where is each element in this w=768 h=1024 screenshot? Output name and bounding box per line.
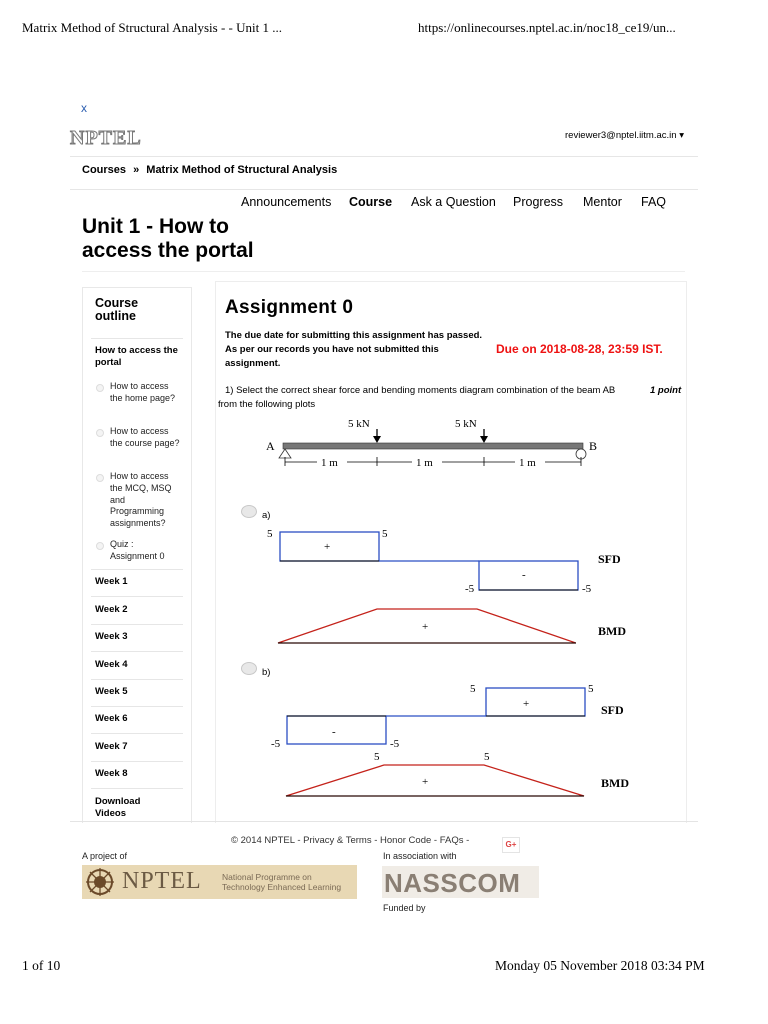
bullet-icon	[96, 474, 104, 482]
nptel-emblem-icon	[85, 867, 117, 897]
sidebar-item-week-7[interactable]: Week 7	[95, 741, 128, 752]
sfd-value: -5	[465, 583, 475, 595]
sidebar-divider	[91, 679, 183, 680]
breadcrumb-course[interactable]: Matrix Method of Structural Analysis	[146, 164, 338, 176]
faqs-link[interactable]: FAQs	[439, 835, 464, 846]
pin-support-icon	[279, 449, 291, 458]
breadcrumb-courses[interactable]: Courses	[82, 164, 127, 176]
sfd-negative-block	[479, 561, 578, 590]
support-b-label: B	[589, 439, 598, 453]
bullet-icon	[96, 384, 104, 392]
sfd-positive-block	[486, 688, 585, 716]
option-b-bmd	[284, 760, 589, 800]
user-menu[interactable]	[565, 130, 684, 141]
nasscom-banner[interactable]	[382, 866, 539, 898]
breadcrumb-divider	[70, 189, 698, 190]
sidebar-item-week-8[interactable]: Week 8	[95, 768, 128, 779]
question-text-cont: from the following plots	[218, 399, 316, 410]
sfd-negative-block	[287, 716, 386, 744]
nav-ask-question[interactable]: Ask a Question	[411, 195, 496, 209]
sfd-value: 5	[470, 683, 476, 695]
sfd-sign: -	[522, 569, 526, 581]
option-a-label: a)	[262, 510, 271, 521]
sidebar-heading: Course outline	[95, 296, 139, 323]
funded-by-label: Funded by	[383, 903, 426, 913]
nptel-tagline-line-1: National Programme on	[222, 872, 312, 882]
copyright-text: © 2014 NPTEL -	[231, 835, 304, 846]
beam-ab	[283, 443, 583, 449]
assignment-panel	[215, 281, 687, 823]
bmd-title: BMD	[598, 624, 626, 638]
sidebar-divider	[91, 596, 183, 597]
print-page-number: 1 of 10	[22, 958, 61, 973]
title-divider	[82, 271, 685, 272]
sidebar-item-week-5[interactable]: Week 5	[95, 686, 128, 697]
privacy-link[interactable]: Privacy & Terms	[303, 835, 372, 846]
chevron-down-icon: ▾	[679, 130, 684, 141]
bmd-title: BMD	[601, 776, 629, 790]
sidebar-divider	[91, 651, 183, 652]
footer-separator: -	[431, 835, 440, 846]
bmd-sign: +	[422, 621, 429, 633]
beam-figure	[261, 412, 601, 474]
nav-faq[interactable]: FAQ	[641, 195, 667, 209]
sidebar-item-week-1[interactable]: Week 1	[95, 576, 128, 587]
sfd-value: 5	[588, 683, 594, 695]
question-points: 1 point	[650, 385, 682, 396]
sidebar-item-week-2[interactable]: Week 2	[95, 604, 128, 615]
nptel-banner-name: NPTEL	[122, 868, 202, 894]
nptel-tagline-line-2: Technology Enhanced Learning	[222, 882, 342, 892]
footer-divider	[70, 821, 698, 822]
footer-links	[231, 835, 469, 846]
sfd-value: -5	[390, 738, 400, 750]
question-text: 1) Select the correct shear force and bending moments diagram combination of the beam AB	[225, 385, 616, 396]
bmd-sign: +	[422, 776, 429, 788]
load-left-label: 5 kN	[348, 418, 370, 430]
assignment-title: Assignment 0	[225, 297, 354, 318]
sfd-sign: -	[332, 726, 336, 738]
option-a-radio[interactable]	[241, 505, 257, 518]
arrow-down-icon	[373, 436, 381, 443]
bullet-icon	[96, 542, 104, 550]
sidebar-divider	[91, 569, 183, 570]
header-divider	[70, 156, 698, 157]
option-b-sfd	[271, 680, 641, 750]
sidebar-divider	[91, 338, 183, 339]
bmd-trapezoid	[286, 765, 584, 796]
span-1-label: 1 m	[321, 457, 338, 469]
sfd-value: 5	[382, 528, 388, 540]
load-right-label: 5 kN	[455, 418, 477, 430]
sidebar-item-how-to-access[interactable]: How to access the portal	[95, 345, 178, 368]
footer-separator: -	[371, 835, 381, 846]
user-email: reviewer3@nptel.iitm.ac.in	[565, 130, 677, 141]
sidebar-divider	[91, 733, 183, 734]
option-b-label: b)	[262, 667, 271, 678]
arrow-down-icon	[480, 436, 488, 443]
sidebar-divider	[91, 624, 183, 625]
nasscom-logo: NASSCOM	[384, 868, 521, 898]
sfd-value: 5	[267, 528, 273, 540]
print-datetime: Monday 05 November 2018 03:34 PM	[495, 958, 705, 973]
nav-announcements[interactable]: Announcements	[241, 195, 332, 209]
association-label: In association with	[383, 851, 457, 861]
sfd-sign: +	[523, 698, 530, 710]
sfd-title: SFD	[601, 703, 624, 717]
nav-progress[interactable]: Progress	[513, 195, 564, 209]
sidebar-item-week-4[interactable]: Week 4	[95, 659, 128, 670]
sfd-value: -5	[582, 583, 592, 595]
nav-mentor[interactable]: Mentor	[583, 195, 622, 209]
sidebar-subitem-label: Quiz : Assignment 0	[110, 539, 165, 561]
due-date: Due on 2018-08-28, 23:59 IST.	[496, 342, 663, 356]
bmd-value: 5	[484, 751, 490, 763]
footer-separator: -	[463, 835, 470, 846]
sidebar-subitem-label: How to access the MCQ, MSQ and Programming assignments?	[110, 471, 172, 529]
breadcrumb-separator: »	[133, 164, 140, 176]
nptel-banner[interactable]	[82, 865, 357, 899]
sidebar-divider	[91, 788, 183, 789]
google-plus-icon[interactable]: G+	[502, 837, 520, 853]
breadcrumb	[82, 164, 337, 176]
sidebar-subitem-label: How to access the home page?	[110, 381, 176, 403]
sidebar-item-week-3[interactable]: Week 3	[95, 631, 128, 642]
sidebar-subitem-label: How to access the course page?	[110, 426, 180, 448]
sidebar-divider	[91, 761, 183, 762]
nav-course[interactable]: Course	[349, 195, 393, 209]
due-note: The due date for submitting this assignment has passed. As per our records you have not submitted this assignment.	[225, 330, 483, 369]
bmd-value: 5	[374, 751, 380, 763]
bullet-icon	[96, 429, 104, 437]
sidebar-item-week-6[interactable]: Week 6	[95, 713, 128, 724]
sidebar-item-download-videos[interactable]: Download Videos	[95, 796, 141, 819]
course-outline-sidebar	[82, 287, 192, 823]
print-header-url: https://onlinecourses.nptel.ac.in/noc18_ce19/un...	[418, 20, 676, 35]
nptel-logo[interactable]: NPTEL	[70, 127, 142, 149]
support-a-label: A	[266, 439, 275, 453]
span-2-label: 1 m	[416, 457, 433, 469]
honor-code-link[interactable]: Honor Code	[380, 835, 432, 846]
print-header-title: Matrix Method of Structural Analysis - - Unit 1 ...	[22, 20, 282, 35]
sfd-value: -5	[271, 738, 281, 750]
sfd-sign: +	[324, 541, 331, 553]
page-title: Unit 1 - How to access the portal	[82, 215, 254, 262]
project-of-label: A project of	[82, 851, 128, 861]
option-a-bmd	[276, 602, 576, 647]
sidebar-divider	[91, 706, 183, 707]
sfd-title: SFD	[598, 552, 621, 566]
span-3-label: 1 m	[519, 457, 536, 469]
option-b-radio[interactable]	[241, 662, 257, 675]
close-button[interactable]: x	[81, 101, 87, 115]
nptel-banner-tagline	[222, 872, 341, 892]
